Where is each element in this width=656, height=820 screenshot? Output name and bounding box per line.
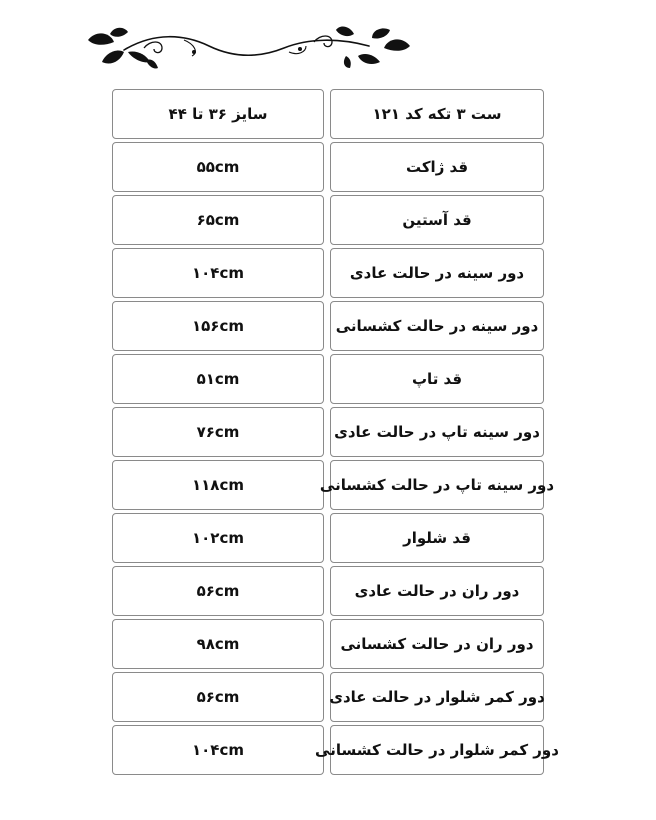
- measurement-label: دور سینه تاپ در حالت کشسانی: [319, 476, 555, 494]
- measurement-value: ۱۱۸cm: [192, 476, 244, 494]
- measurement-value: ۱۰۲cm: [192, 529, 244, 547]
- measurement-label: دور کمر شلوار در حالت عادی: [329, 688, 545, 706]
- table-row: [112, 459, 555, 512]
- table-row: [112, 194, 544, 247]
- measurement-value: ۱۵۶cm: [192, 317, 244, 335]
- measurement-value: ۶۵cm: [196, 211, 240, 229]
- measurement-value-cell: [112, 301, 324, 351]
- measurement-value: ۱۰۴cm: [192, 741, 244, 759]
- measurement-label: قد ژاکت: [405, 158, 469, 176]
- table-row: [112, 353, 544, 406]
- measurement-label-cell: [330, 619, 544, 669]
- measurement-label-cell: [330, 566, 544, 616]
- set-title-text: ست ۳ تکه کد ۱۲۱: [372, 105, 502, 123]
- measurement-label-cell: [330, 513, 544, 563]
- size-range-text: سایز ۳۶ تا ۴۴: [168, 105, 268, 123]
- table-row: [112, 406, 544, 459]
- measurement-value-cell: [112, 195, 324, 245]
- measurement-label: قد آستین: [402, 211, 472, 229]
- table-row: [112, 300, 544, 353]
- floral-ornament-icon: [84, 22, 414, 72]
- table-row: [112, 724, 559, 777]
- measurement-value-cell: [112, 460, 324, 510]
- measurement-value-cell: [112, 142, 324, 192]
- table-row: [112, 247, 544, 300]
- table-row: [112, 141, 544, 194]
- measurement-value-cell: [112, 672, 324, 722]
- measurement-value: ۵۱cm: [196, 370, 240, 388]
- measurement-value: ۵۵cm: [196, 158, 240, 176]
- measurement-value-cell: [112, 354, 324, 404]
- measurement-label: دور سینه در حالت کشسانی: [335, 317, 539, 335]
- table-header-row: [112, 88, 544, 141]
- measurement-value-cell: [112, 248, 324, 298]
- measurement-label-cell: [330, 301, 544, 351]
- measurement-value: ۹۸cm: [196, 635, 240, 653]
- measurement-label: دور ران در حالت کشسانی: [340, 635, 534, 653]
- measurement-label: دور ران در حالت عادی: [354, 582, 520, 600]
- set-title-cell: [330, 89, 544, 139]
- table-row: [112, 565, 544, 618]
- measurement-label-cell: [330, 195, 544, 245]
- measurement-label-cell: [330, 142, 544, 192]
- measurement-label: دور سینه تاپ در حالت عادی: [334, 423, 540, 441]
- measurement-label-cell: [330, 407, 544, 457]
- table-row: [112, 512, 544, 565]
- measurement-label-cell: [319, 460, 555, 510]
- measurement-label-cell: [330, 672, 544, 722]
- measurement-value: ۵۶cm: [196, 688, 240, 706]
- measurement-label: دور سینه در حالت عادی: [349, 264, 525, 282]
- table-row: [112, 671, 544, 724]
- measurement-label: قد تاپ: [411, 370, 463, 388]
- measurement-label: دور کمر شلوار در حالت کشسانی: [315, 741, 559, 759]
- measurement-value: ۵۶cm: [196, 582, 240, 600]
- measurement-label: قد شلوار: [403, 529, 471, 547]
- table-row: [112, 618, 544, 671]
- measurement-value-cell: [112, 513, 324, 563]
- measurement-value: ۷۶cm: [196, 423, 240, 441]
- measurement-value-cell: [112, 619, 324, 669]
- measurement-value: ۱۰۴cm: [192, 264, 244, 282]
- size-table: [112, 88, 559, 777]
- measurement-label-cell: [315, 725, 559, 775]
- measurement-value-cell: [112, 566, 324, 616]
- measurement-value-cell: [112, 725, 324, 775]
- measurement-value-cell: [112, 407, 324, 457]
- measurement-label-cell: [330, 354, 544, 404]
- measurement-label-cell: [330, 248, 544, 298]
- size-range-cell: [112, 89, 324, 139]
